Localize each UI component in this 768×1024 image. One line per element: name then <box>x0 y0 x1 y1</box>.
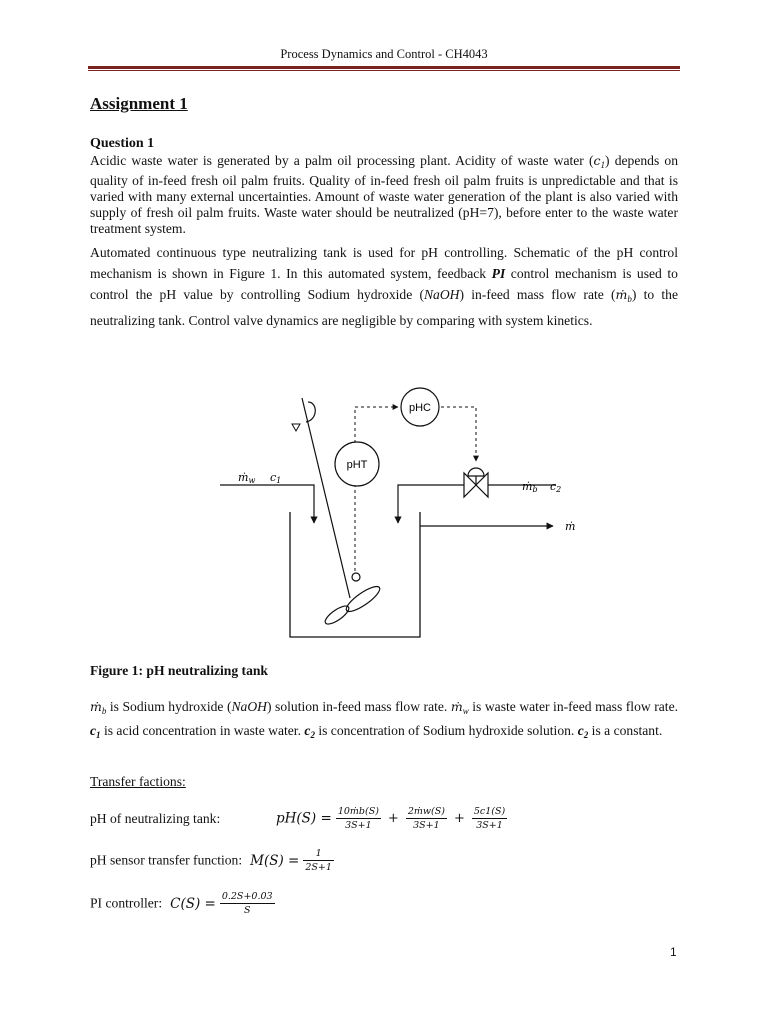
impeller-blade-right <box>343 583 383 616</box>
pi-controller-fraction: $\frac{0.2S+0.03}{S}$ <box>221 891 273 916</box>
control-paragraph: Automated continuous type neutralizing tank is used for pH controlling. Schematic of the pH control mechanism is shown in Figure 1. In this automated system, feedback PI control mechanism is used to control the pH value by controlling Sodium hydroxide (NaOH) in-feed mass flow rate (ṁ$_b$) to the neutralizing tank. Control valve dynamics are negligible by comparing with system kinetics. <box>90 245 679 328</box>
transfer-functions-heading: Transfer factions: <box>90 774 186 789</box>
ph-term-1: $\frac{\text{10ṁb(S)}}{3S+1}$ <box>337 806 379 831</box>
m-outlet-label: ṁ <box>565 520 576 533</box>
page-number: 1 <box>670 945 677 959</box>
c2-label: c2 <box>550 480 562 494</box>
level-indicator <box>292 424 300 431</box>
phc-label: pHC <box>408 402 432 414</box>
sensor-fraction: $\frac{1}{2S+1}$ <box>305 848 332 873</box>
pht-label: pHT <box>346 459 368 471</box>
mb-label: ṁb <box>522 480 538 494</box>
pi-controller-label: PI controller: <box>90 895 163 911</box>
neutralizing-tank-diagram <box>210 380 590 650</box>
stirrer-shaft <box>302 398 350 598</box>
variables-paragraph: ṁ$_b$ is Sodium hydroxide (NaOH) solution in-feed mass flow rate. ṁ$_w$ is waste water in-feed mass flow rate. $c_1$ is acid concentration in waste water. $c_2$ is concentration of Sodium hydroxide solution. $c_2$ is a constant. <box>90 699 678 740</box>
ph-tank-equation-row: pH of neutralizing tank: pH(S) = $\frac{\text{10ṁb(S)}}{3S+1}$ + $\frac{\text{2ṁw(S)}}{3S+1}$ + $\frac{5c1(S)}{3S+1}$ <box>90 806 506 831</box>
sensor-probe-icon <box>352 573 360 581</box>
sensor-lhs: M(S) = <box>250 852 300 869</box>
sensor-label: pH sensor transfer function: <box>90 852 243 868</box>
ph-term-3: $\frac{5c1(S)}{3S+1}$ <box>473 806 506 831</box>
transmitter-to-controller-line <box>355 407 398 443</box>
question-title: Question 1 <box>90 136 155 151</box>
pi-controller-lhs: C(S) = <box>170 895 216 912</box>
ph-term-2: $\frac{\text{2ṁw(S)}}{3S+1}$ <box>407 806 445 831</box>
header-rule <box>88 66 680 71</box>
c1-label: c1 <box>270 471 282 485</box>
running-header: Process Dynamics and Control - CH4043 <box>280 47 488 61</box>
pi-controller-equation-row <box>90 891 275 916</box>
controller-to-valve-line <box>441 407 476 461</box>
ph-tank-label: pH of neutralizing tank: <box>90 810 221 826</box>
sensor-equation-row <box>90 848 334 873</box>
ph-tank-lhs: pH(S) = <box>276 810 332 827</box>
mw-label: ṁw <box>238 471 256 485</box>
valve-actuator-icon <box>468 468 484 476</box>
waste-water-inlet-line <box>220 485 314 523</box>
intro-paragraph: Acidic waste water is generated by a palm oil processing plant. Acidity of waste water $(c_1)$ depends on quality of in-feed fresh oil palm fruits. Quality of in-feed fresh oil palm fruits is unpredictable and that is varied with many external uncertainties. Amount of waste water generation of the plant is also varied with supply of fresh oil palm fruits. Waste water should be neutralized (pH=7), before enter to the waste water treatment system. <box>90 153 678 236</box>
assignment-title: Assignment 1 <box>90 94 188 113</box>
figure-caption: Figure 1: pH neutralizing tank <box>90 663 268 678</box>
